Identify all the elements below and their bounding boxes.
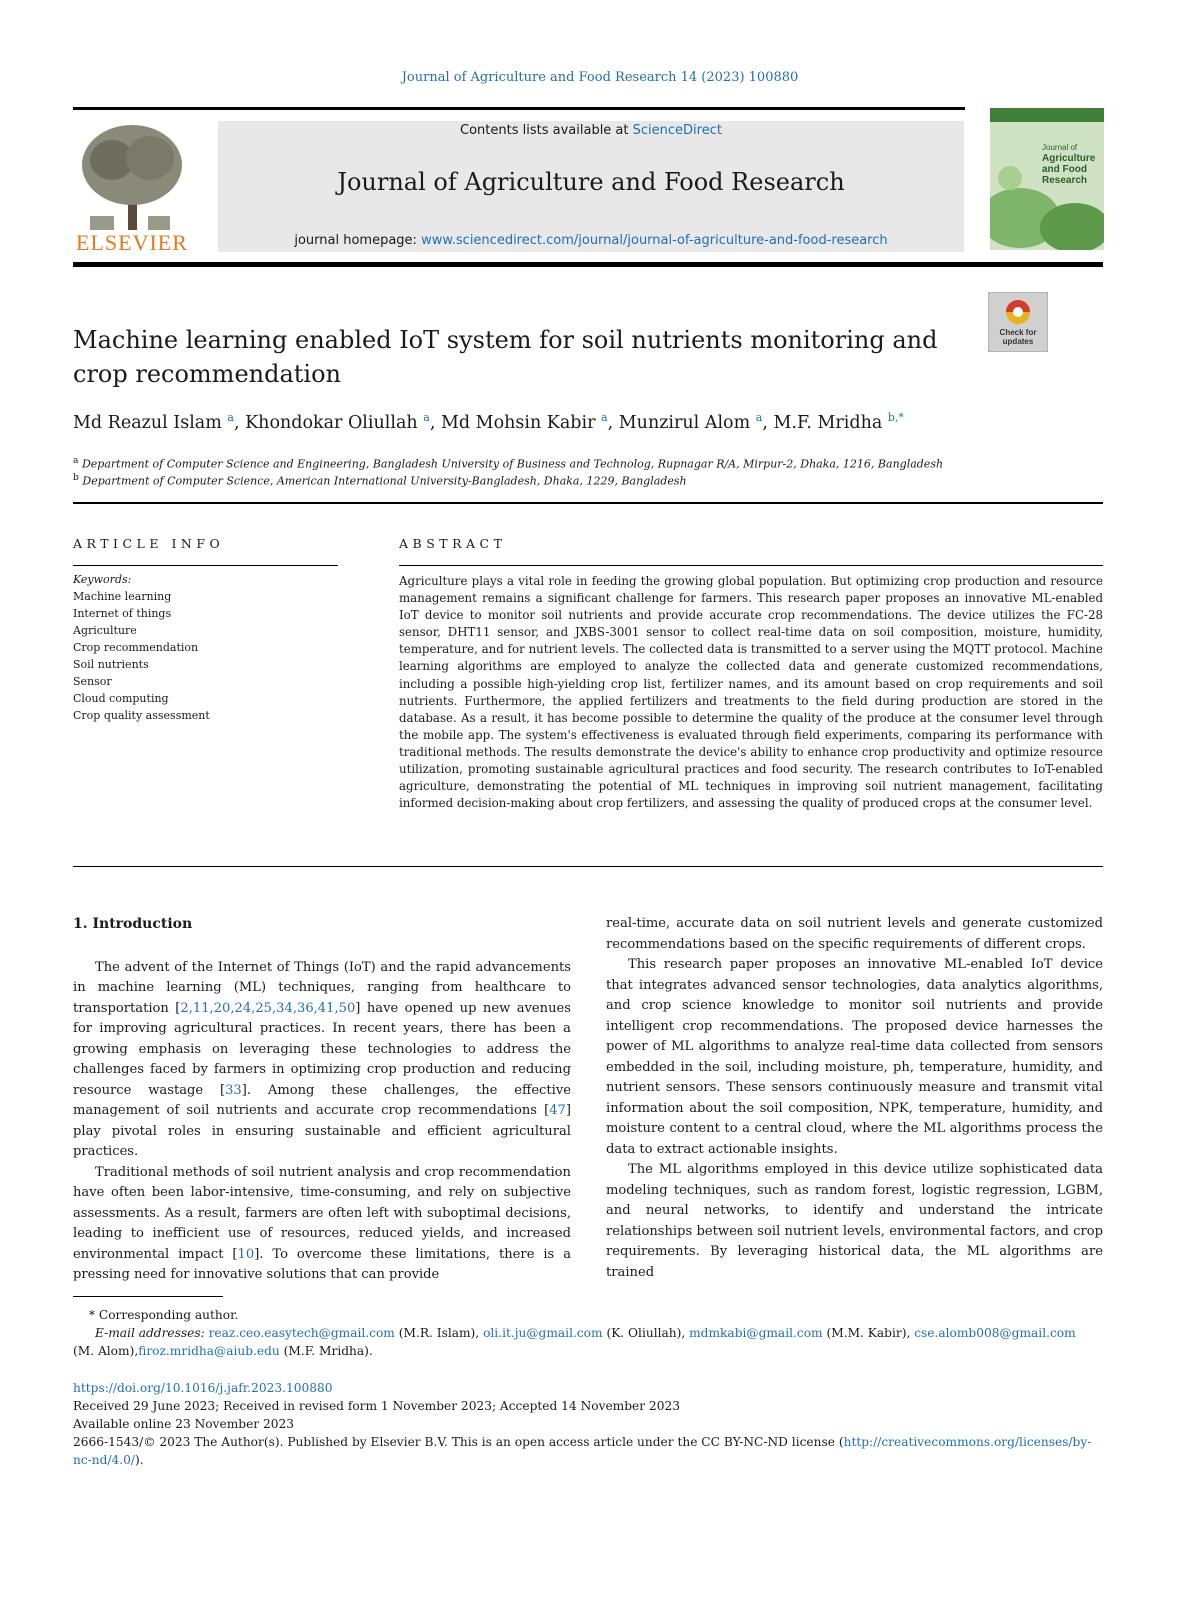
- paragraph: The ML algorithms employed in this device utilize sophisticated data modeling techniques, such as random forest, logistic regression, LGBM, and neural networks, to identify and understand the intricate relationships between soil nutrient levels, environmental factors, and crop requirements. By leveraging historical data, the ML algorithms are trained: [606, 1162, 1103, 1280]
- author-list: Md Reazul Islam $^a$, Khondokar Oliullah $^a$, Md Mohsin Kabir $^a$, Munzirul Alom $^a$, M.F. Mridha $^{b,*}$: [73, 411, 904, 433]
- body-right-column: [606, 914, 1103, 1283]
- author-affil-mark[interactable]: a: [423, 411, 430, 424]
- header-bottom-rule: [73, 262, 1103, 267]
- keyword: Soil nutrients: [73, 658, 149, 671]
- homepage-line: journal homepage: www.sciencedirect.com/journal/journal-of-agriculture-and-food-research: [294, 233, 888, 248]
- check-for-updates-icon[interactable]: Check for updates: [988, 292, 1048, 352]
- citation-link[interactable]: 2,11,20,24,25,34,36,41,50: [180, 1000, 356, 1016]
- email-addresses: E-mail addresses: reaz.ceo.easytech@gmail.com (M.R. Islam), oli.it.ju@gmail.com (K. Oliullah), mdmkabi@gmail.com (M.M. Kabir), cse.alomb008@gmail.com (M. Alom),firoz.mridha@aiub.edu (M.F. Mridha).: [73, 1326, 1076, 1358]
- elsevier-logo: [72, 120, 192, 255]
- doi-link[interactable]: https://doi.org/10.1016/j.jafr.2023.100880: [73, 1381, 333, 1395]
- header-top-rule: [73, 107, 965, 110]
- keyword: Machine learning: [73, 590, 172, 603]
- license-link[interactable]: http://creativecommons.org/licenses/by-: [843, 1435, 1092, 1449]
- citation-link[interactable]: 33: [225, 1082, 242, 1098]
- keyword: Cloud computing: [73, 692, 169, 705]
- author-name: Munzirul Alom: [618, 412, 751, 433]
- keyword: Sensor: [73, 675, 112, 688]
- abstract-heading: ABSTRACT: [399, 536, 507, 551]
- keyword: Crop quality assessment: [73, 709, 210, 722]
- citation-link[interactable]: 10: [237, 1246, 255, 1262]
- article-title: Machine learning enabled IoT system for soil nutrients monitoring and crop recommendation: [73, 326, 938, 388]
- author-affil-mark[interactable]: b,*: [887, 411, 904, 424]
- email-link[interactable]: reaz.ceo.easytech@gmail.com: [208, 1326, 395, 1340]
- author-affil-mark[interactable]: a: [755, 411, 763, 424]
- keywords-block: [73, 571, 338, 724]
- abstract-rule: [399, 565, 1103, 566]
- author-affil-mark[interactable]: a: [601, 411, 608, 424]
- contents-line: Contents lists available at ScienceDirect: [460, 123, 722, 138]
- keyword: Agriculture: [73, 624, 137, 637]
- paragraph: Traditional methods of soil nutrient analysis and crop recommendation have often been labor-intensive, time-consuming, and rely on subjective assessments. As a result, farmers are often left with suboptimal decisions, leading to inefficient use of resources, reduced yields, and increased environmental impact [10]. To overcome these limitations, there is a pressing need for innovative solutions that can provide: [73, 1164, 571, 1282]
- email-link[interactable]: firoz.mridha@aiub.edu: [138, 1343, 280, 1358]
- paragraph: The advent of the Internet of Things (IoT) and the rapid advancements in machine learning (ML) techniques, ranging from healthcare to transportation [2,11,20,24,25,34,36,41,50] have opened up new avenues for improving agricultural practices. In recent years, there has been a growing emphasis on leveraging these technologies to address the challenges faced by farmers in optimizing crop production and reducing resource wastage [33]. Among these challenges, the effective management of soil nutrients and accurate crop recommendations [47] play pivotal roles in ensuring sustainable and efficient agricultural practices.: [73, 959, 571, 1159]
- available-online: Available online 23 November 2023: [73, 1417, 294, 1431]
- section-rule: [73, 502, 1103, 504]
- author-name: M.F. Mridha: [773, 412, 883, 433]
- email-link[interactable]: mdmkabi@gmail.com: [689, 1326, 823, 1340]
- sciencedirect-link[interactable]: ScienceDirect: [632, 123, 722, 138]
- abstract-text: Agriculture plays a vital role in feeding the growing global population. But optimizing crop production and resource management remains a significant challenge for farmers. This research paper proposes an innovative ML-enabled IoT device to monitor soil nutrients and provide accurate crop recommendations. The device utilizes the FC-28 sensor, DHT11 sensor, and JXBS-3001 sensor to collect real-time data on soil composition, moisture, humidity, temperature, and for nutrient levels. The collected data is transmitted to a server using the MQTT protocol. Machine learning algorithms are employed to analyze the collected data and generate customized recommendations, including a possible high-yielding crop list, fertilizer names, and its amount based on crop requirements and soil nutrients. Furthermore, the applied fertilizers and treatments to the field during production are stored in the database. As a result, it has become possible to determine the quality of the produce at the consumer level through the mobile app. The system's effectiveness is evaluated through field experiments, comparing its performance with traditional methods. The results demonstrate the device's ability to enhance crop productivity and optimize resource utilization, promoting sustainable agricultural practices and food security. The research contributes to IoT-enabled agriculture, demonstrating the potential of ML techniques in improving soil nutrient management, facilitating informed decision-making about crop fertilizers, and assessing the quality of produced crops at the consumer level.: [399, 574, 1103, 811]
- journal-title: Journal of Agriculture and Food Research: [337, 168, 845, 196]
- keyword: Crop recommendation: [73, 641, 199, 654]
- paragraph: This research paper proposes an innovative ML-enabled IoT device that integrates advanced sensor technologies, data analytics algorithms, and crop science knowledge to monitor soil nutrients and provide intelligent crop recommendations. The proposed device harnesses the power of ML algorithms to analyze real-time data collected from sensors embedded in the soil, including moisture, ph, temperature, humidity, and nutrient sensors. These sensors continuously measure and transmit vital information about the soil composition, NPK, temperature, humidity, and moisture content to a central cloud, where the ML algorithms process the data to extract actionable insights.: [606, 957, 1103, 1157]
- received-dates: Received 29 June 2023; Received in revised form 1 November 2023; Accepted 14 November 2023: [73, 1399, 680, 1413]
- author-name: Md Mohsin Kabir: [440, 412, 596, 433]
- section-heading: 1. Introduction: [73, 916, 193, 932]
- homepage-link[interactable]: www.sciencedirect.com/journal/journal-of-agriculture-and-food-research: [421, 233, 888, 248]
- article-info-heading: ARTICLE INFO: [73, 536, 225, 551]
- article-info-rule: [73, 565, 338, 566]
- footnote-rule: [73, 1296, 223, 1297]
- keywords-label: Keywords:: [73, 573, 132, 586]
- body-left-column: [73, 914, 571, 1286]
- author-affil-mark[interactable]: a: [227, 411, 234, 424]
- email-link[interactable]: oli.it.ju@gmail.com: [483, 1326, 603, 1340]
- elsevier-wordmark: ELSEVIER: [76, 230, 188, 255]
- corresponding-author-note: * Corresponding author.: [88, 1308, 239, 1322]
- running-head[interactable]: Journal of Agriculture and Food Research 14 (2023) 100880: [401, 70, 799, 85]
- author-name: Md Reazul Islam: [73, 412, 222, 433]
- license-link[interactable]: nc-nd/4.0/: [73, 1452, 136, 1467]
- copyright-notice: 2666-1543/© 2023 The Author(s). Published by Elsevier B.V. This is an open access article under the CC BY-NC-ND license (http://creativecommons.org/licenses/by- nc-nd/4.0/).: [73, 1435, 1092, 1467]
- author-name: Khondokar Oliullah: [245, 412, 418, 433]
- affiliation: $^a$ Department of Computer Science and Engineering, Bangladesh University of Business and Technolog, Rupnagar R/A, Mirpur-2, Dhaka, 1216, Bangladesh: [73, 455, 944, 471]
- keyword: Internet of things: [73, 607, 172, 620]
- email-link[interactable]: cse.alomb008@gmail.com: [914, 1326, 1076, 1340]
- citation-link[interactable]: 47: [549, 1103, 566, 1118]
- journal-cover-image: Journal of Agriculture and Food Research: [990, 108, 1104, 250]
- affiliation: $^b$ Department of Computer Science, American International University-Bangladesh, Dhaka, 1229, Bangladesh: [73, 472, 687, 488]
- paragraph: real-time, accurate data on soil nutrient levels and generate customized recommendations based on the specific requirements of different crops.: [606, 916, 1103, 952]
- abstract-bottom-rule: [73, 866, 1103, 867]
